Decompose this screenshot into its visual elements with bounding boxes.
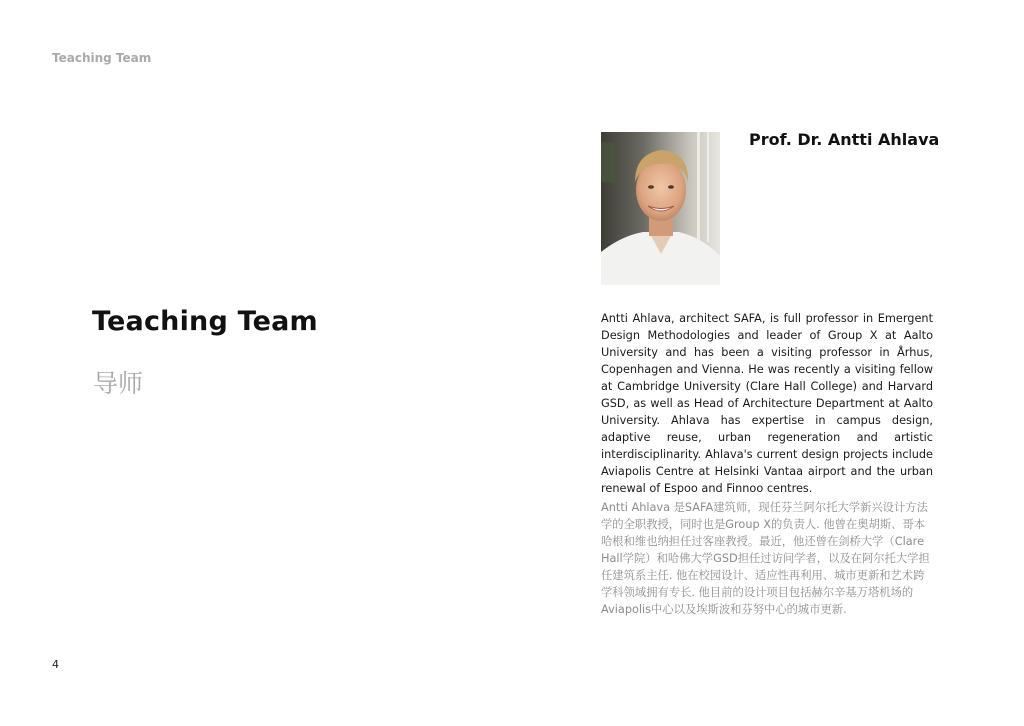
page-number: 4	[52, 658, 59, 671]
biography-chinese: Antti Ahlava 是SAFA建筑师，现任芬兰阿尔托大学新兴设计方法学的全职教授，同时也是Group X的负责人. 他曾在奥胡斯、哥本哈根和维也纳担任过客座教授。最近，他还曾在剑桥大学（Clare Hall学院）和哈佛大学GSD担任过访问学者，以及在阿尔托大学担任建筑系主任. 他在校园设计、适应性再利用、城市更新和艺术跨学科领域拥有专长. 他目前的设计项目包括赫尔辛基万塔机场的Aviapolis中心以及埃斯波和芬努中心的城市更新.	[601, 501, 930, 616]
biography-english: Antti Ahlava, architect SAFA, is full professor in Emergent Design Methodologies and leader of Group X at Aalto University and has been a visiting professor in Århus, Copenhagen and Vienna. He was recently a visiting fellow at Cambridge University (Clare Hall College) and Harvard GSD, as well as Head of Architecture Department at Aalto University. Ahlava has expertise in campus design, adaptive reuse, urban regeneration and artistic interdisciplinarity. Ahlava's current design projects include Aviapolis Centre at Helsinki Vantaa airport and the urban renewal of Espoo and Finnoo centres.	[601, 312, 933, 495]
running-header: Teaching Team	[52, 51, 152, 65]
portrait-photo	[601, 132, 720, 285]
section-title: Teaching Team	[92, 306, 318, 337]
person-name: Prof. Dr. Antti Ahlava	[749, 130, 940, 149]
section-title-chinese: 导师	[93, 369, 144, 398]
